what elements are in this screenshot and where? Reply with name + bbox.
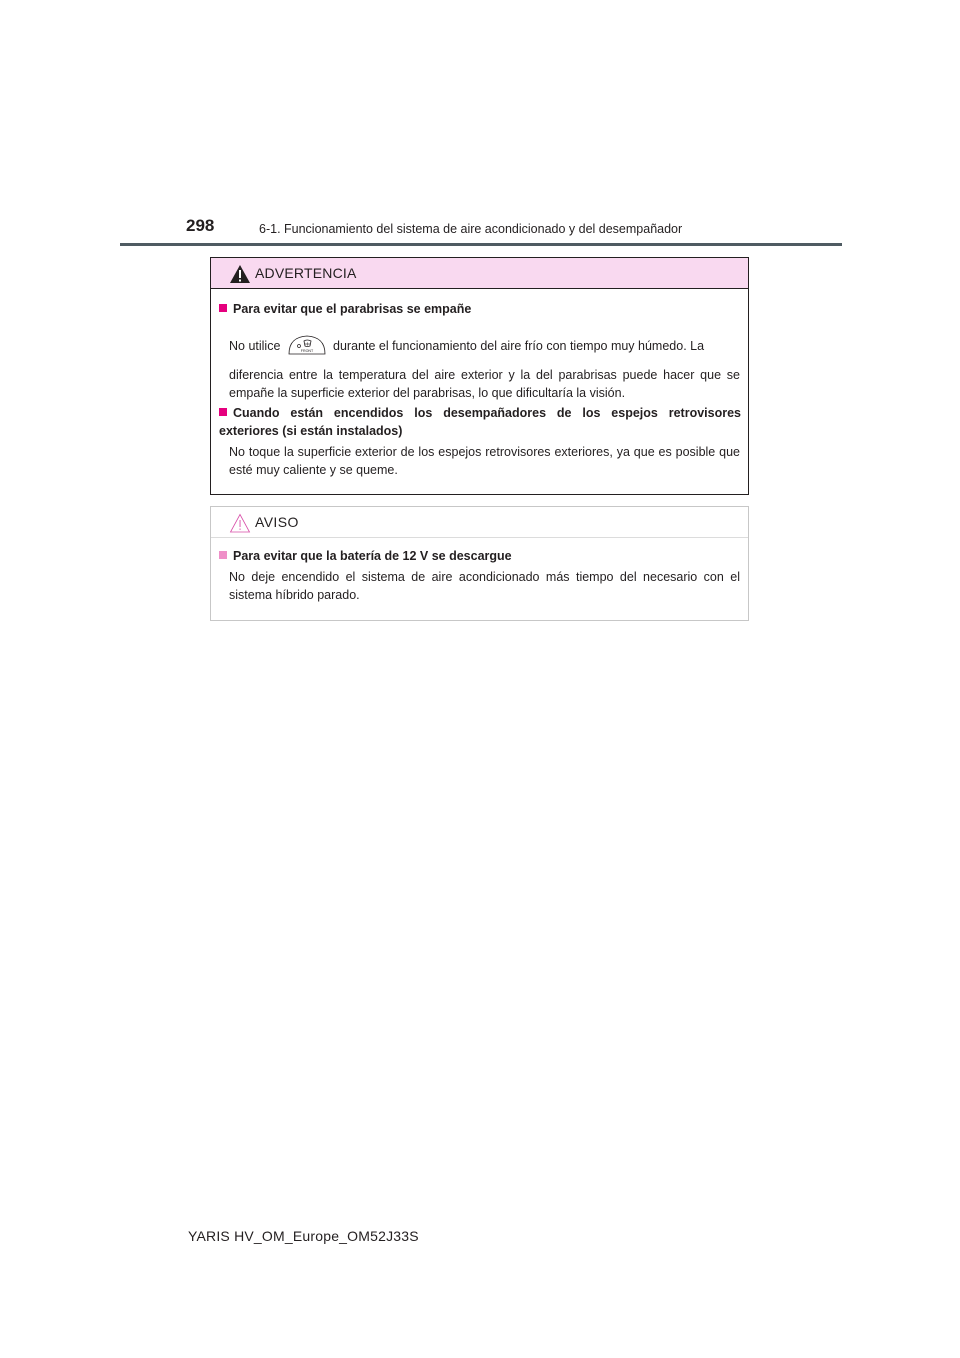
page-number: 298 [186,216,215,235]
warning-item-1-body: diferencia entre la temperatura del aire exterior y la del parabrisas puede hacer que se empañe la superficie exterior del parabrisas, lo que dificultaría la visión. [229,368,740,400]
warning-box-title: ADVERTENCIA [255,265,357,281]
warning-item-2-body: No toque la superficie exterior de los espejos retrovisores exteriores, ya que es posible que esté muy caliente y se queme. [229,445,740,477]
warning-box-header [211,258,748,289]
warning-triangle-icon [229,264,251,284]
bullet-square-icon [219,304,227,312]
caution-triangle-icon [229,513,251,533]
front-defroster-button-icon [286,335,328,355]
warning-box [210,257,749,495]
notice-box [210,506,749,621]
text-before-icon: No utilice [229,339,281,353]
bullet-square-icon [219,408,227,416]
document-code: YARIS HV_OM_Europe_OM52J33S [188,1228,419,1244]
warning-item-2-title: Cuando están encendidos los desempañadores de los espejos retrovisores exteriores (si están instalados) [219,406,741,438]
notice-box-header [211,507,748,538]
notice-item-1-title: Para evitar que la batería de 12 V se descargue [219,547,741,565]
notice-item-1-body: No deje encendido el sistema de aire acondicionado más tiempo del necesario con el sistema híbrido parado. [229,570,740,602]
header-divider [120,243,842,246]
warning-item-1-title: Para evitar que el parabrisas se empañe [219,300,741,318]
button-label: FRONT [300,349,314,353]
bullet-square-icon [219,551,227,559]
text-after-icon: durante el funcionamiento del aire frío con tiempo muy húmedo. La [333,339,705,353]
notice-box-title: AVISO [255,514,299,530]
section-title: 6-1. Funcionamiento del sistema de aire acondicionado y del desempañador [259,222,683,236]
